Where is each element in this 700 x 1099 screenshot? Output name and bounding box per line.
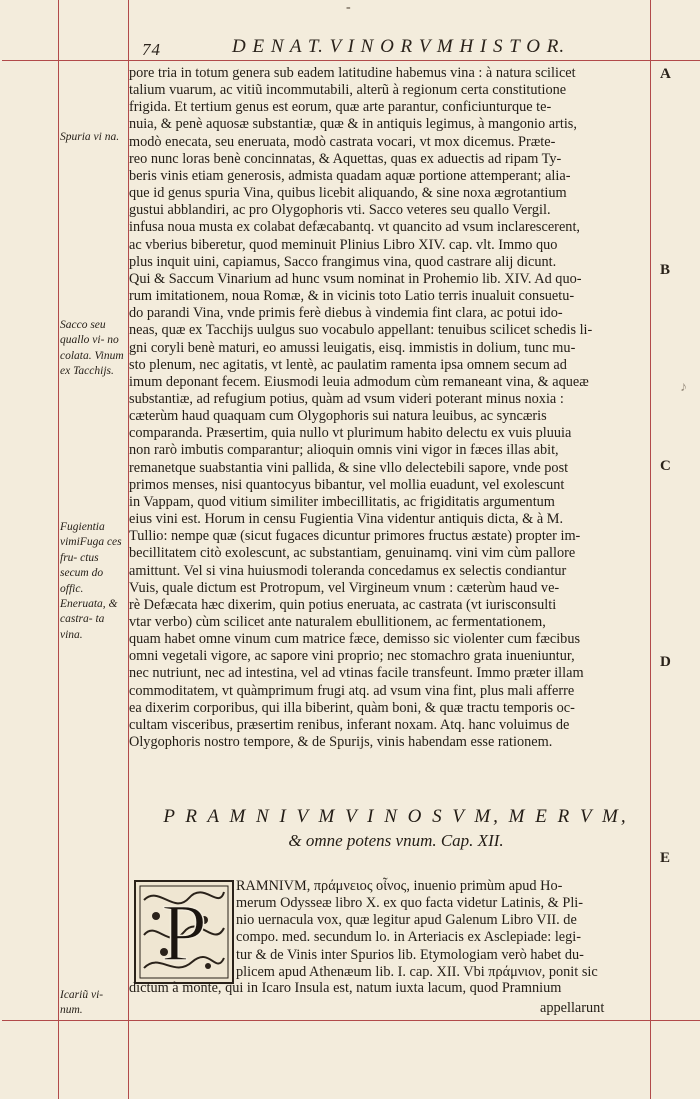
marginal-note: Icariũ vi- num. [60,989,104,1017]
text-line: ac vberius biberetur, quod meminuit Plinius Libro XIV. cap. vlt. Immo quo [129,236,558,253]
text-line: Vuis, quale dictum est Protropum, vel Virgineum vnum : cæterùm haud ve- [129,579,560,596]
text-line: rum imitationem, noua Romæ, & in vicinis toto Latio terris inualuit consuetu- [129,288,575,305]
text-line: nec nutriunt, nec ad intestina, vel ad vtinas facile transfeunt. Immo præter illam [129,665,584,682]
text-line: rè Defæcata hæc dixerim, quin potius eneruata, ac castrata (vt iurisconsulti [129,596,557,613]
text-line: Qui & Saccum Vinarium ad hunc vsum nominat in Prohemio lib. XIV. Ad quo- [129,270,582,287]
rule-bottom [2,1020,700,1021]
text-line: merum Odysseæ libro X. ex quo facta videtur Latinis, & Pli- [236,895,584,912]
drop-cap-letter: P [161,887,207,978]
page-number: 74 [142,40,161,59]
text-line: primos menses, nisi quantocyus bibantur, vel mollia euadunt, vel exolescunt [129,476,565,493]
chapter-body-text [236,878,649,981]
text-line: ea dixerim corporibus, qui illa biberint, quàm boni, & quæ tractu temporis oc- [129,699,575,716]
text-line: cultam visceribus, præsertim renibus, inferant noxam. Atq. hanc voluimus de [129,716,570,733]
text-line: in Vappam, quod vitium similiter imbecillitatis, ac frigiditatis argumentum [129,493,555,510]
rule-text-right [650,0,651,1099]
section-letter-d: D [660,654,671,670]
text-line: talium vuarum, ac vitiũ incommutabili, alterũ à regionum certa constitutione [129,82,567,99]
chapter-title: P R A M N I V M V I N O S V M, M E R V M, [163,806,629,827]
text-line: modò enecata, seu eneruata, modò castrata vocari, vt mox dicemus. Præte- [129,133,556,150]
ornament-icon [134,880,234,984]
text-line: imum deponant fecem. Eiusmodi leuia admodum cùm remaneant vina, & aqueæ [129,373,589,390]
catchword: appellarunt [540,1000,605,1016]
text-line: nio uernacula vox, quæ legitur apud Galenum Libro VII. de [236,912,577,929]
chapter-full-width-line: dictum à monte, qui in Icaro Insula est, natum iuxta lacum, quod Pramnium [129,980,562,996]
text-line: eius vini est. Horum in censu Fugientia Vina videntur antiquis dicta, & à M. [129,511,564,528]
text-line: tur & de Vinis inter Spurios lib. Etymologiam verò habet du- [236,946,584,963]
text-line: reo nunc loras benè concinnatas, & Aquettas, quas ex aduectis ad ripam Ty- [129,150,562,167]
rule-left-margin [58,0,59,1099]
text-line: vtar verbo) cùm scilicet ante naturalem ebullitionem, ac fermentationem, [129,614,546,630]
text-line: comparanda. Præsertim, quia nullo vt plurimum habito delectu ex vuis pluuia [129,425,572,442]
running-header [142,36,650,58]
text-line: infusa noua musta ex colabat defæcabantq. vt quancito ad vsum inclarescerent, [129,219,580,236]
marginal-note: Fugientia vimiFuga ces fru- ctus secum do offic. Eneruata, & castra- ta vina. [60,521,122,641]
running-head: D E N A T. V I N O R V M H I S T O R. [232,36,566,57]
margin-scratch: ♪ [680,380,687,395]
text-line: beris vinis etiam generosis, admista quadam aquæ portione attemperant; alia- [129,167,571,184]
text-line: neas, quæ ex Tacchijs uulgus suo vocabulo appellant: tenuibus scilicet schedis li- [129,322,593,339]
marginal-note: Sacco seu quallo vi- no colata. Vinum ex Tacchijs. [60,319,124,378]
marginal-note: Spuria vi na. [60,131,120,143]
text-line: remanetque suabstantia vini pallida, & sine vllo delectebili sapore, vnde post [129,459,569,476]
text-line: cæterùm haud quaquam cum Olygophoris sui natura leuibus, ac syncæris [129,408,547,425]
text-line: Tullio: nempe quæ (sicut fugaces dicuntur primores fructus æstate) propter im- [129,528,581,545]
section-letter-c: C [660,458,671,474]
section-letter-a: A [660,66,671,82]
rule-top [2,60,700,61]
text-line: gni coryli benè maturi, eo amussi leuigatis, eisq. immistis in dolium, tunc mu- [129,339,576,356]
text-line: gustui abblandiri, ac pro Olygophoris vti. Sacco veteres seu quallo Vergil. [129,202,551,219]
text-line: plicem apud Athenæum lib. I. cap. XII. Vbi πράμνιον, ponit sic [236,963,598,980]
text-line: que id genus spuria Vina, quibus licebit aliquando, & sine noxa ægrotantium [129,185,567,202]
text-line: plus inquit uini, capiamus, Sacco frangimus vina, quod castrare alij dicunt. [129,253,557,270]
text-line: non rarò imbutis comparantur; alioquin omnis vini vigor in fæces illas abit, [129,442,559,459]
text-line: quam habet omne vinum cum matrice fæce, demisso sic violenter cum fæcibus [129,631,581,648]
drop-cap-ornament [134,880,234,984]
text-line: Olygophoris nostro tempore, & de Spurijs, vinis habendam esse rationem. [129,734,553,751]
text-line: amittunt. Vel si vina huiusmodi toleranda concedamus ex selectis condiantur [129,562,567,579]
body-text [129,65,649,751]
top-mark: - [346,0,351,15]
text-line: substantiæ, ad refugium potius, quàm ad vsum videri poterant minus noxia : [129,390,564,407]
chapter-subtitle: & omne potens vnum. Cap. XII. [288,831,504,850]
text-line: commoditatem, vt quàmprimum frugi atq. ad vsum vina fint, plus mali afferre [129,682,575,699]
section-letter-b: B [660,262,671,278]
text-line: RAMNIVM, πράμνειος οἶνος, inuenio primùm apud Ho- [236,878,563,894]
text-line: sto plenum, nec agitatis, vt lentè, ac paulatim ramenta ipsa omnem secum ad [129,356,567,373]
text-line: omni vegetali vigore, ac sapore vini proprio; nec stomachro grata inueniuntur, [129,648,575,665]
text-line: pore tria in totum genera sub eadem latitudine habemus vina : à natura scilicet [129,65,576,81]
text-line: becillitatem citò exolescunt, ac substantiam, genuinamq. vini vim cùm pallore [129,545,576,562]
text-line: do parandi Vina, vnde primis ferè diebus à vindemia fint clara, ac potui ido- [129,305,563,322]
section-letter-e: E [660,850,671,866]
text-line: frigida. Et tertium genus est eorum, quæ arte parantur, conficiunturque te- [129,99,552,116]
text-line: compo. med. secundum lo. in Arteriacis ex Asclepiade: legi- [236,929,582,946]
text-line: nuia, & penè aquosæ substantiæ, quæ & in antiquis legimus, à mangonio artis, [129,116,577,133]
